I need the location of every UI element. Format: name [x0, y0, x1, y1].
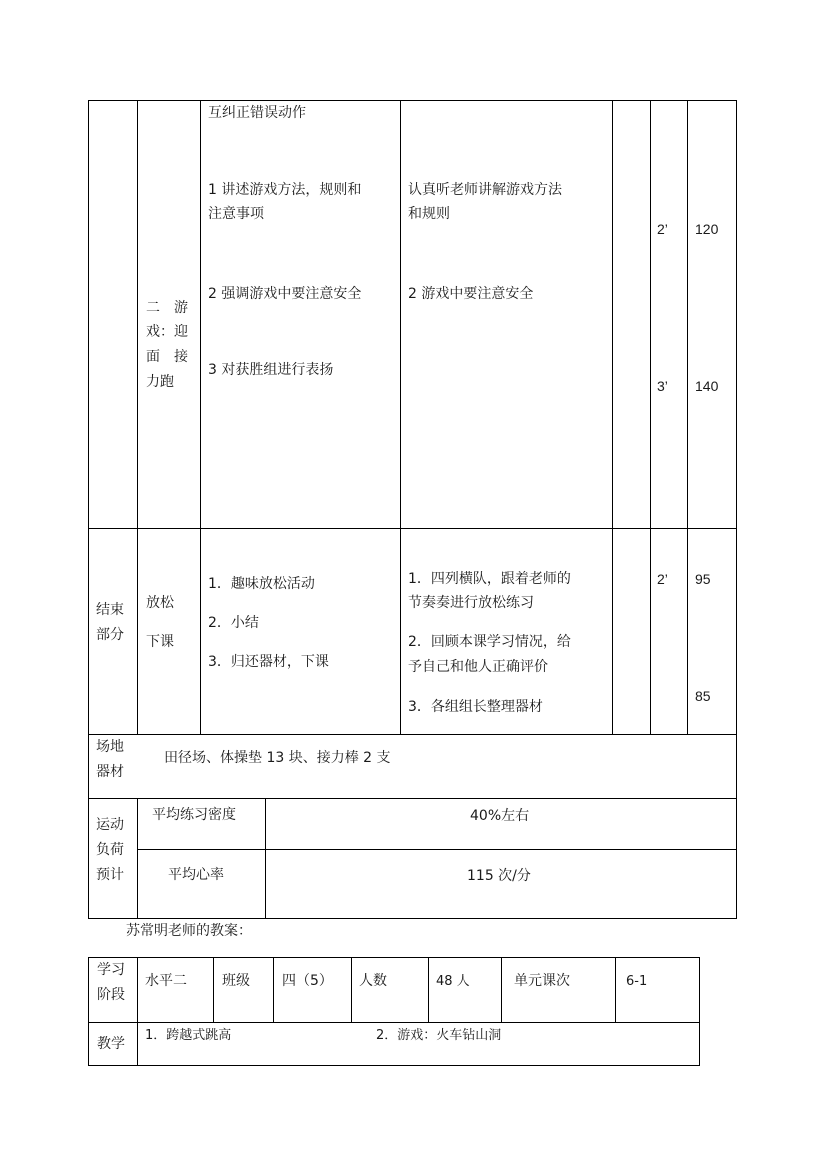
class-label: 班级	[222, 973, 250, 989]
teaching-item: 1．跨越式跳高	[145, 1028, 232, 1043]
table-border-top	[88, 100, 737, 101]
load-label-line: 预计	[96, 867, 124, 883]
part-label-line: 戏：迎	[146, 324, 188, 340]
part-label-line: 结束	[96, 602, 124, 618]
stage-value: 水平二	[145, 973, 187, 989]
table-col-divider	[501, 957, 502, 1023]
table-row-divider	[88, 798, 737, 799]
teacher-activity-line: 互纠正错误动作	[208, 105, 306, 121]
student-activity-line: 3．各组组长整理器材	[408, 699, 543, 715]
table-col-divider	[687, 100, 688, 735]
table-col-divider	[137, 100, 138, 735]
table-col-divider	[213, 957, 214, 1023]
table-col-divider	[400, 100, 401, 735]
teacher-activity-line: 注意事项	[208, 206, 264, 222]
teaching-label: 教学	[97, 1036, 125, 1052]
teacher-activity-line: 2．小结	[208, 615, 259, 631]
part-label-line: 面 接	[146, 349, 188, 365]
venue-label-line: 器材	[96, 764, 124, 780]
teacher-activity-line: 1 讲述游戏方法，规则和	[208, 182, 362, 198]
heart-label: 平均心率	[168, 867, 224, 883]
table-col-divider	[615, 957, 616, 1023]
table-col-divider	[265, 798, 266, 919]
table-row-divider	[88, 734, 737, 735]
teacher-activity-line: 2 强调游戏中要注意安全	[208, 286, 362, 302]
student-activity-line: 1．四列横队，跟着老师的	[408, 571, 571, 587]
venue-label-line: 场地	[96, 739, 124, 755]
teacher-activity-line: 1．趣味放松活动	[208, 576, 315, 592]
density-label: 平均练习密度	[152, 807, 236, 823]
teaching-item: 2．游戏：火车钻山洞	[376, 1028, 502, 1043]
load-label-line: 运动	[96, 817, 124, 833]
table-row-divider	[88, 528, 737, 529]
student-activity-line: 2 游戏中要注意安全	[408, 286, 534, 302]
teacher-activity-line: 3．归还器材，下课	[208, 654, 329, 670]
table-border-right	[699, 957, 700, 1066]
heart-rate-value: 95	[695, 571, 711, 587]
table-col-divider	[200, 100, 201, 735]
content-line: 下课	[146, 634, 174, 650]
unit-label: 单元课次	[514, 973, 570, 989]
student-activity-line: 节奏奏进行放松练习	[408, 595, 534, 611]
table-row-divider	[137, 849, 737, 850]
table-col-divider	[273, 957, 274, 1023]
unit-value: 6-1	[626, 974, 648, 989]
student-activity-line: 和规则	[408, 206, 450, 222]
table-col-divider	[137, 798, 138, 919]
load-label-line: 负荷	[96, 842, 124, 858]
student-activity-line: 2．回顾本课学习情况，给	[408, 634, 571, 650]
teacher-activity-line: 3 对获胜组进行表扬	[208, 362, 334, 378]
time-value: 2’	[657, 221, 668, 237]
lesson-plan-caption: 苏常明老师的教案：	[126, 923, 252, 939]
density-value: 40%左右	[470, 808, 530, 824]
table-col-divider	[650, 100, 651, 735]
table-border-bottom	[88, 1065, 700, 1066]
heart-rate-value: 85	[695, 688, 711, 704]
class-value: 四（5）	[282, 973, 333, 989]
part-label-line: 力跑	[146, 374, 174, 390]
student-activity-line: 予自己和他人正确评价	[408, 659, 548, 675]
table-col-divider	[428, 957, 429, 1023]
heart-rate-value: 120	[695, 221, 719, 237]
part-label-line: 二 游	[146, 300, 188, 316]
venue-value: 田径场、体操垫 13 块、接力棒 2 支	[164, 750, 391, 766]
table-border-left	[88, 100, 89, 919]
table-border-right	[736, 100, 737, 919]
table-col-divider	[612, 100, 613, 735]
stage-label-line: 学习	[97, 962, 125, 978]
stage-label-line: 阶段	[97, 987, 125, 1003]
part-label-line: 部分	[96, 627, 124, 643]
table-row-divider	[88, 1022, 700, 1023]
time-value: 3’	[657, 378, 668, 394]
content-line: 放松	[146, 595, 174, 611]
table-col-divider	[137, 957, 138, 1066]
table-col-divider	[351, 957, 352, 1023]
time-value: 2’	[657, 571, 668, 587]
table-border-top	[88, 957, 700, 958]
student-activity-line: 认真听老师讲解游戏方法	[408, 182, 562, 198]
count-value: 48 人	[436, 974, 470, 989]
heart-rate-value: 140	[695, 378, 719, 394]
count-label: 人数	[359, 973, 387, 989]
heart-value: 115 次/分	[467, 868, 531, 884]
table-border-left	[88, 957, 89, 1066]
